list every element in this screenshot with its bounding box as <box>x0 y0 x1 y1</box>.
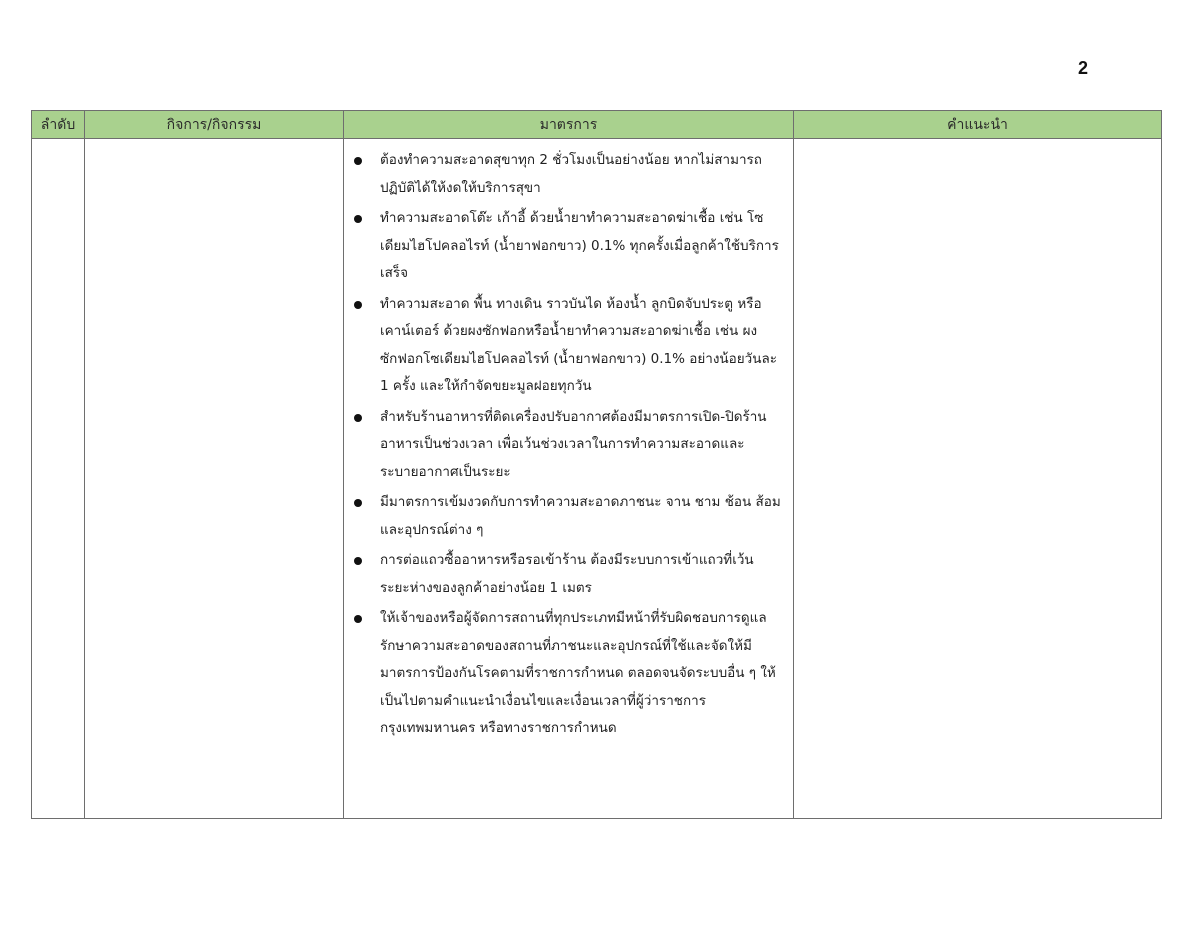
bullet-icon <box>354 557 362 565</box>
bullet-icon <box>354 414 362 422</box>
list-item <box>352 404 783 487</box>
list-item <box>352 547 783 602</box>
measure-text: ให้เจ้าของหรือผู้จัดการสถานที่ทุกประเภทมีหน้าที่รับผิดชอบการดูแลรักษาความสะอาดของสถานที่ภาชนะและอุปกรณ์ที่ใช้และจัดให้มีมาตรการป้องกันโรคตามที่ราชการกำหนด ตลอดจนจัดระบบอื่น ๆ ให้เป็นไปตามคำแนะนำเงื่อนไขและเงื่อนเวลาที่ผู้ว่าราชการกรุงเทพมหานคร หรือทางราชการกำหนด <box>380 610 776 736</box>
cell-advice <box>794 139 1162 819</box>
measures-list <box>352 147 783 743</box>
measures-table <box>31 110 1162 819</box>
list-item <box>352 205 783 288</box>
header-advice: คำแนะนำ <box>794 111 1162 139</box>
measure-text: การต่อแถวซื้ออาหารหรือรอเข้าร้าน ต้องมีระบบการเข้าแถวที่เว้นระยะห่างของลูกค้าอย่างน้อย 1 เมตร <box>380 552 754 596</box>
list-item <box>352 605 783 743</box>
header-measures: มาตรการ <box>344 111 794 139</box>
list-item <box>352 291 783 401</box>
bullet-icon <box>354 157 362 165</box>
header-activity: กิจการ/กิจกรรม <box>85 111 344 139</box>
table-row <box>32 139 1162 819</box>
table-header-row <box>32 111 1162 139</box>
measure-text: สำหรับร้านอาหารที่ติดเครื่องปรับอากาศต้องมีมาตรการเปิด-ปิดร้านอาหารเป็นช่วงเวลา เพื่อเว้นช่วงเวลาในการทำความสะอาดและระบายอากาศเป็นระยะ <box>380 408 767 480</box>
cell-activity <box>85 139 344 819</box>
bullet-icon <box>354 615 362 623</box>
list-item <box>352 489 783 544</box>
measure-text: ทำความสะอาด พื้น ทางเดิน ราวบันได ห้องน้ำ ลูกบิดจับประตู หรือเคาน์เตอร์ ด้วยผงซักฟอกหรือน้ำยาทำความสะอาดฆ่าเชื้อ เช่น ผงซักฟอกโซเดียมไฮโปคลอไรท์ (น้ำยาฟอกขาว) 0.1% อย่างน้อยวันละ 1 ครั้ง และให้กำจัดขยะมูลฝอยทุกวัน <box>380 295 777 394</box>
bullet-icon <box>354 215 362 223</box>
page-number: 2 <box>1078 58 1089 78</box>
list-item <box>352 147 783 202</box>
measure-text: ต้องทำความสะอาดสุขาทุก 2 ชั่วโมงเป็นอย่างน้อย หากไม่สามารถปฏิบัติได้ให้งดให้บริการสุขา <box>380 152 762 196</box>
measure-text: ทำความสะอาดโต๊ะ เก้าอี้ ด้วยน้ำยาทำความสะอาดฆ่าเชื้อ เช่น โซเดียมไฮโปคลอไรท์ (น้ำยาฟอกขาว) 0.1% ทุกครั้งเมื่อลูกค้าใช้บริการเสร็จ <box>380 210 779 281</box>
cell-measures <box>344 139 794 819</box>
measure-text: มีมาตรการเข้มงวดกับการทำความสะอาดภาชนะ จาน ชาม ช้อน ส้อม และอุปกรณ์ต่าง ๆ <box>380 494 781 538</box>
bullet-icon <box>354 301 362 309</box>
cell-order <box>32 139 85 819</box>
bullet-icon <box>354 499 362 507</box>
header-order: ลำดับ <box>32 111 85 139</box>
